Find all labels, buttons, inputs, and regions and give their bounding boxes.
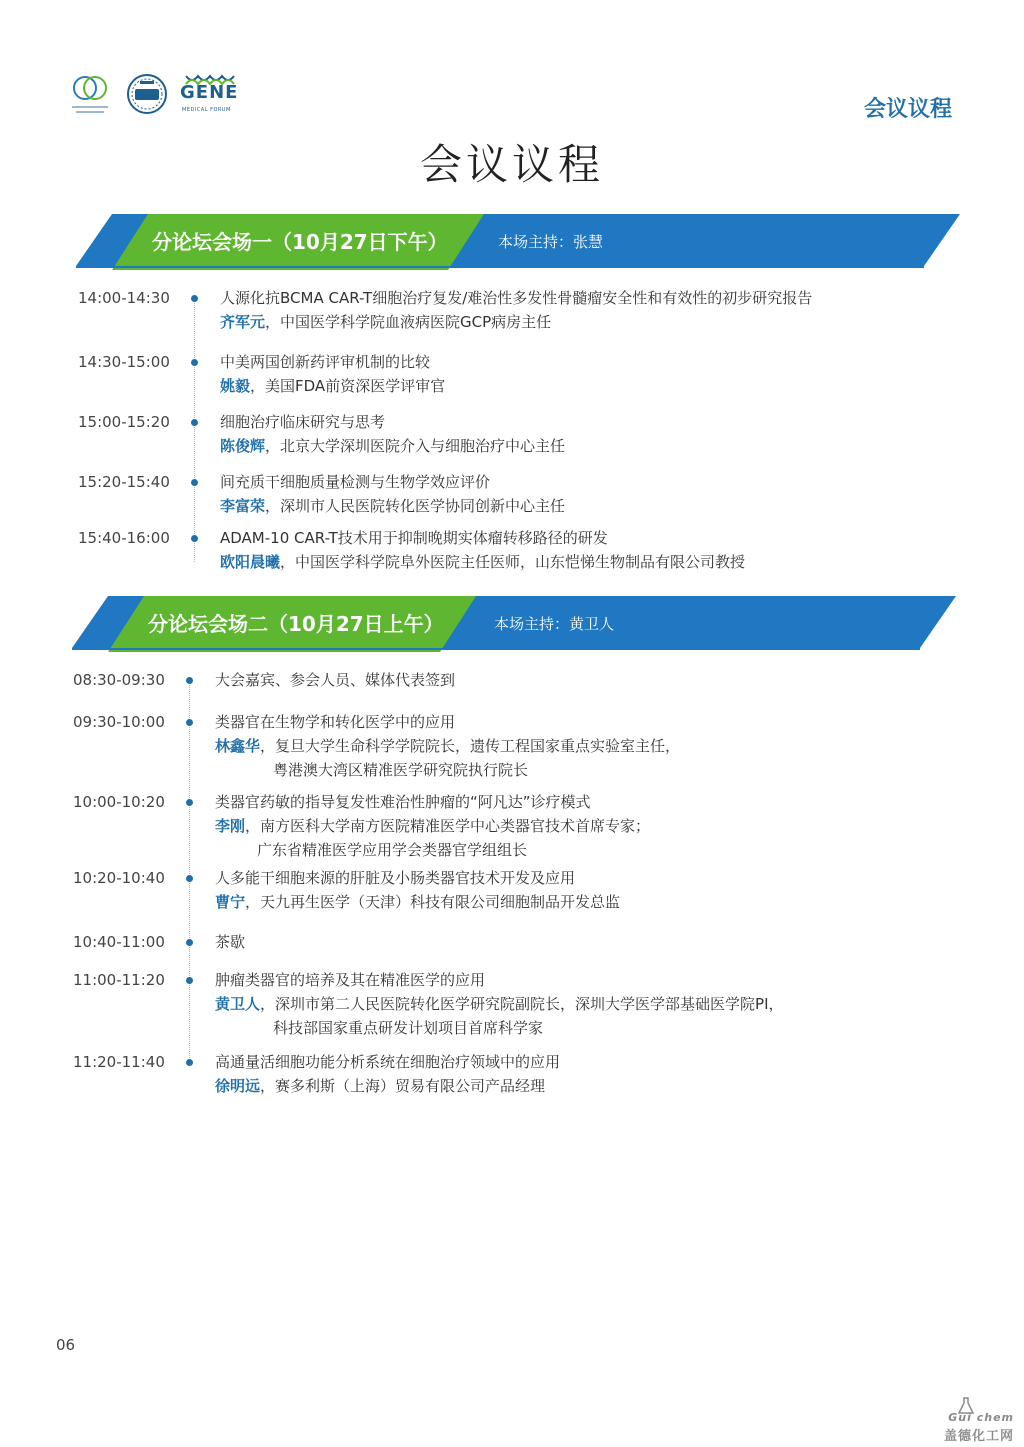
timeline-dot-icon xyxy=(186,977,193,984)
agenda-time: 14:00-14:30 xyxy=(78,289,170,307)
session1-agenda xyxy=(78,286,958,586)
agenda-item xyxy=(73,968,953,1042)
agenda-content xyxy=(215,866,620,914)
agenda-item xyxy=(78,286,958,336)
session2-banner xyxy=(72,596,956,652)
agenda-item xyxy=(78,526,958,576)
agenda-topic: 大会嘉宾、参会人员、媒体代表签到 xyxy=(215,671,456,689)
session1-title: 分论坛会场一（10月27日下午） xyxy=(152,230,448,254)
timeline-dot-icon xyxy=(191,295,198,302)
agenda-speaker xyxy=(220,550,745,574)
watermark-bottom: 盖德化工网 xyxy=(943,1429,1014,1444)
agenda-item xyxy=(78,410,958,460)
session1-banner xyxy=(76,214,960,270)
agenda-content xyxy=(215,968,784,1040)
page-title: 会议议程 xyxy=(419,140,604,189)
speaker-name: 陈俊辉 xyxy=(220,437,266,455)
agenda-time: 14:30-15:00 xyxy=(78,353,170,371)
agenda-topic: 类器官在生物学和转化医学中的应用 xyxy=(215,713,456,731)
agenda-topic: 类器官药敏的指导复发性难治性肿瘤的“阿凡达”诊疗模式 xyxy=(215,793,591,811)
header-section-label: 会议议程 xyxy=(863,97,952,122)
agenda-speaker xyxy=(215,992,784,1016)
agenda-item xyxy=(73,866,953,916)
speaker-info-continued: 广东省精准医学应用学会类器官学组组长 xyxy=(257,841,528,859)
agenda-time: 08:30-09:30 xyxy=(73,671,165,689)
speaker-info: ，北京大学深圳医院介入与细胞治疗中心主任 xyxy=(265,437,566,455)
agenda-item xyxy=(73,710,953,784)
cell-conference-logo-icon xyxy=(70,72,110,116)
speaker-info: ，南方医科大学南方医院精准医学中心类器官技术首席专家； xyxy=(245,817,651,835)
session2-title: 分论坛会场二（10月27日上午） xyxy=(148,612,444,636)
agenda-content xyxy=(215,668,455,692)
agenda-speaker xyxy=(215,814,650,838)
agenda-speaker xyxy=(220,374,445,398)
agenda-item xyxy=(73,790,953,864)
speaker-name: 李刚 xyxy=(215,817,246,835)
speaker-info: ，中国医学科学院血液病医院GCP病房主任 xyxy=(265,313,552,331)
timeline-dot-icon xyxy=(186,799,193,806)
agenda-time: 10:20-10:40 xyxy=(73,869,165,887)
speaker-info-continued: 粤港澳大湾区精准医学研究院执行院长 xyxy=(273,761,529,779)
speaker-info: ，深圳市人民医院转化医学协同创新中心主任 xyxy=(265,497,566,515)
timeline-dot-icon xyxy=(186,1059,193,1066)
agenda-topic: 细胞治疗临床研究与思考 xyxy=(220,413,386,431)
timeline-dot-icon xyxy=(186,939,193,946)
timeline-dot-icon xyxy=(191,419,198,426)
agenda-speaker xyxy=(220,310,812,334)
agenda-topic: 中美两国创新药评审机制的比较 xyxy=(220,353,431,371)
speaker-name: 姚毅 xyxy=(220,377,251,395)
watermark-top: Gui chem xyxy=(948,1411,1014,1424)
gene-logo-text: GENE xyxy=(180,82,239,103)
agenda-time: 11:20-11:40 xyxy=(73,1053,165,1071)
speaker-name: 齐军元 xyxy=(220,313,266,331)
agenda-content xyxy=(215,790,650,862)
speaker-info: ，赛多利斯（上海）贸易有限公司产品经理 xyxy=(260,1077,546,1095)
agenda-item xyxy=(73,930,953,958)
speaker-info: ，中国医学科学院阜外医院主任医师，山东恺悌生物制品有限公司教授 xyxy=(280,553,746,571)
agenda-time: 15:40-16:00 xyxy=(78,529,170,547)
agenda-topic: 高通量活细胞功能分析系统在细胞治疗领域中的应用 xyxy=(215,1053,561,1071)
speaker-name: 徐明远 xyxy=(215,1077,261,1095)
agenda-time: 09:30-10:00 xyxy=(73,713,165,731)
agenda-time: 11:00-11:20 xyxy=(73,971,165,989)
watermark xyxy=(936,1397,1014,1444)
agenda-content xyxy=(220,470,565,518)
speaker-info: ，天九再生医学（天津）科技有限公司细胞制品开发总监 xyxy=(245,893,621,911)
timeline-dot-icon xyxy=(191,359,198,366)
agenda-topic: ADAM-10 CAR-T技术用于抑制晚期实体瘤转移路径的研发 xyxy=(220,529,608,547)
cpt-logo-icon xyxy=(126,73,168,115)
timeline-dot-icon xyxy=(191,535,198,542)
speaker-name: 曹宁 xyxy=(215,893,246,911)
agenda-time: 15:00-15:20 xyxy=(78,413,170,431)
timeline-dot-icon xyxy=(186,677,193,684)
agenda-content xyxy=(215,710,680,782)
agenda-content xyxy=(220,526,745,574)
agenda-speaker xyxy=(215,734,680,758)
agenda-topic: 间充质干细胞质量检测与生物学效应评价 xyxy=(220,473,491,491)
agenda-speaker xyxy=(215,890,620,914)
agenda-topic: 人多能干细胞来源的肝脏及小肠类器官技术开发及应用 xyxy=(215,869,576,887)
agenda-content xyxy=(220,410,565,458)
agenda-item xyxy=(73,668,953,696)
speaker-name: 黄卫人 xyxy=(215,995,261,1013)
session2-agenda xyxy=(73,668,953,1108)
timeline-dot-icon xyxy=(186,875,193,882)
timeline-dot-icon xyxy=(186,719,193,726)
agenda-item xyxy=(78,470,958,520)
speaker-info: ，美国FDA前资深医学评审官 xyxy=(250,377,446,395)
agenda-speaker xyxy=(215,1074,560,1098)
speaker-name: 林鑫华 xyxy=(215,737,261,755)
agenda-content xyxy=(215,1050,560,1098)
speaker-info: ，深圳市第二人民医院转化医学研究院副院长，深圳大学医学部基础医学院PI， xyxy=(260,995,784,1013)
gene-logo-subtext: MEDICAL FORUM xyxy=(182,107,231,113)
agenda-item xyxy=(73,1050,953,1100)
agenda-item xyxy=(78,350,958,400)
session2-host: 本场主持：黄卫人 xyxy=(494,615,615,633)
agenda-time: 15:20-15:40 xyxy=(78,473,170,491)
speaker-info-continued: 科技部国家重点研发计划项目首席科学家 xyxy=(273,1019,544,1037)
agenda-content xyxy=(220,350,445,398)
session1-host: 本场主持：张慧 xyxy=(498,233,604,251)
speaker-name: 欧阳晨曦 xyxy=(220,553,281,571)
agenda-topic: 茶歇 xyxy=(215,933,246,951)
page-number: 06 xyxy=(56,1336,76,1354)
speaker-name: 李富荣 xyxy=(220,497,266,515)
agenda-time: 10:40-11:00 xyxy=(73,933,165,951)
agenda-speaker xyxy=(220,434,565,458)
agenda-time: 10:00-10:20 xyxy=(73,793,165,811)
agenda-content xyxy=(220,286,812,334)
agenda-speaker xyxy=(220,494,565,518)
agenda-topic: 人源化抗BCMA CAR-T细胞治疗复发/难治性多发性骨髓瘤安全性和有效性的初步研究报告 xyxy=(220,289,813,307)
speaker-info: ，复旦大学生命科学学院院长，遗传工程国家重点实验室主任， xyxy=(260,737,681,755)
timeline-dot-icon xyxy=(191,479,198,486)
agenda-content xyxy=(215,930,245,954)
agenda-topic: 肿瘤类器官的培养及其在精准医学的应用 xyxy=(215,971,486,989)
